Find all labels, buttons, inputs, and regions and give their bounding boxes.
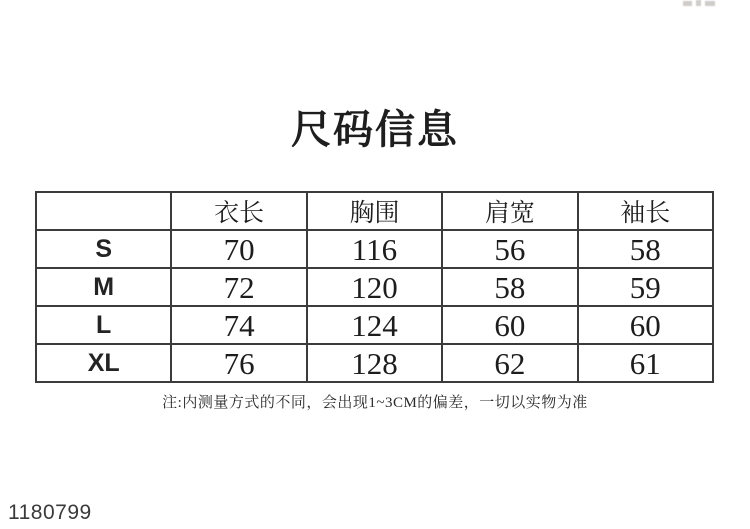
cell-value: 74 bbox=[171, 306, 306, 344]
cell-value: 62 bbox=[442, 344, 577, 382]
column-header-chest: 胸围 bbox=[307, 192, 442, 230]
table-row-l bbox=[36, 306, 713, 344]
cell-value: 60 bbox=[578, 306, 713, 344]
cell-value: 60 bbox=[442, 306, 577, 344]
column-header-sleeve: 袖长 bbox=[578, 192, 713, 230]
column-header-garment-length: 衣长 bbox=[171, 192, 306, 230]
table-row-m bbox=[36, 268, 713, 306]
table-header-row bbox=[36, 192, 713, 230]
cell-value: 128 bbox=[307, 344, 442, 382]
cropped-watermark-icon bbox=[683, 0, 719, 7]
cell-value: 70 bbox=[171, 230, 306, 268]
size-label: M bbox=[36, 268, 171, 306]
cell-value: 124 bbox=[307, 306, 442, 344]
size-label: S bbox=[36, 230, 171, 268]
size-table bbox=[35, 191, 714, 383]
cell-value: 116 bbox=[307, 230, 442, 268]
size-label: XL bbox=[36, 344, 171, 382]
column-header-shoulder: 肩宽 bbox=[442, 192, 577, 230]
size-label: L bbox=[36, 306, 171, 344]
cell-value: 61 bbox=[578, 344, 713, 382]
table-row-xl bbox=[36, 344, 713, 382]
cell-value: 56 bbox=[442, 230, 577, 268]
column-header-size bbox=[36, 192, 171, 230]
cell-value: 58 bbox=[442, 268, 577, 306]
cell-value: 120 bbox=[307, 268, 442, 306]
cell-value: 76 bbox=[171, 344, 306, 382]
cell-value: 59 bbox=[578, 268, 713, 306]
table-row-s bbox=[36, 230, 713, 268]
cell-value: 58 bbox=[578, 230, 713, 268]
cell-value: 72 bbox=[171, 268, 306, 306]
product-code: 1180799 bbox=[8, 501, 92, 524]
measurement-note: 注:内测量方式的不同，会出现1~3CM的偏差，一切以实物为准 bbox=[162, 395, 588, 411]
page-title: 尺码信息 bbox=[291, 107, 459, 152]
